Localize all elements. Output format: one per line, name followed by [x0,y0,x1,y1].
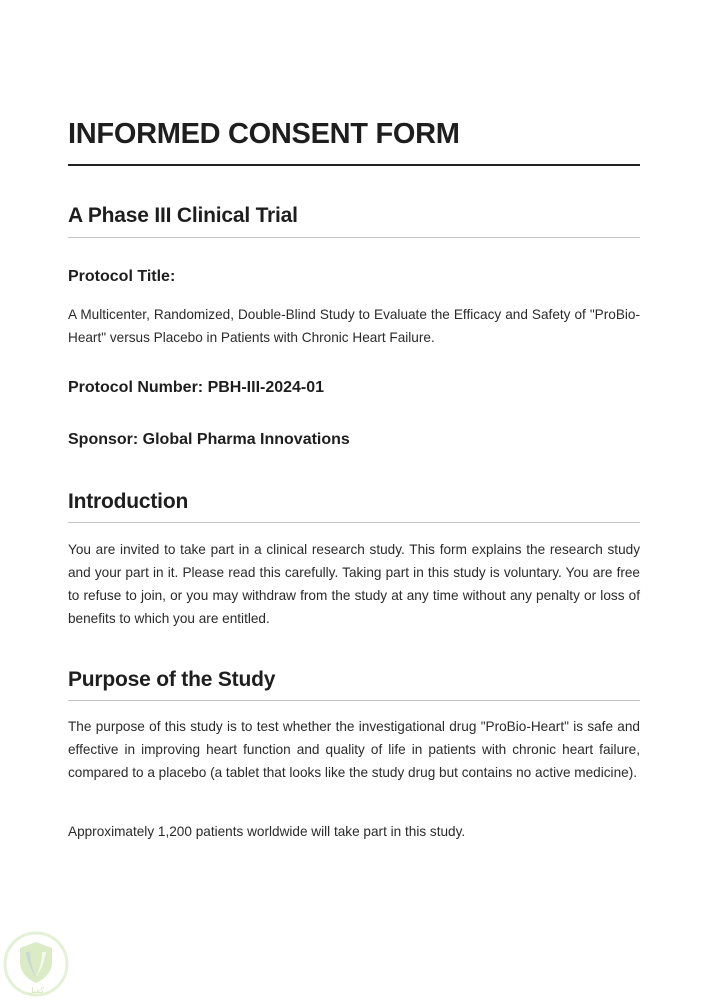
introduction-paragraph: You are invited to take part in a clinical research study. This form explains the research study and your part in it. Please read this carefully. Taking part in this study is voluntary. You are free to refuse to join, or you may withdraw from the study at any time without any penalty or loss of benefits to which you are entitled. [68,542,640,626]
sponsor: Sponsor: Global Pharma Innovations [68,431,350,448]
document-subtitle: A Phase III Clinical Trial [68,204,298,227]
protocol-number: Protocol Number: PBH-III-2024-01 [68,379,325,396]
watermark-logo [2,930,70,998]
participants-paragraph: Approximately 1,200 patients worldwide will take part in this study. [68,824,466,839]
subtitle-divider [68,237,640,238]
watermark-text: كفيل [27,986,45,995]
purpose-paragraph: The purpose of this study is to test whether the investigational drug "ProBio-Heart" is safe and effective in improving heart function and quality of life in patients with chronic heart failure, compared to a placebo (a tablet that looks like the study drug but contains no active medicine). [68,719,640,780]
shield-logo-icon [2,930,70,998]
section-heading-purpose: Purpose of the Study [68,668,276,691]
protocol-title-label: Protocol Title: [68,268,176,285]
protocol-title-text: A Multicenter, Randomized, Double-Blind Study to Evaluate the Efficacy and Safety of "ProBio-Heart" versus Placebo in Patients with Chronic Heart Failure. [68,307,640,345]
document-title: INFORMED CONSENT FORM [68,118,460,150]
purpose-divider [68,700,640,701]
title-divider [68,164,640,166]
introduction-divider [68,522,640,523]
section-heading-introduction: Introduction [68,490,189,513]
